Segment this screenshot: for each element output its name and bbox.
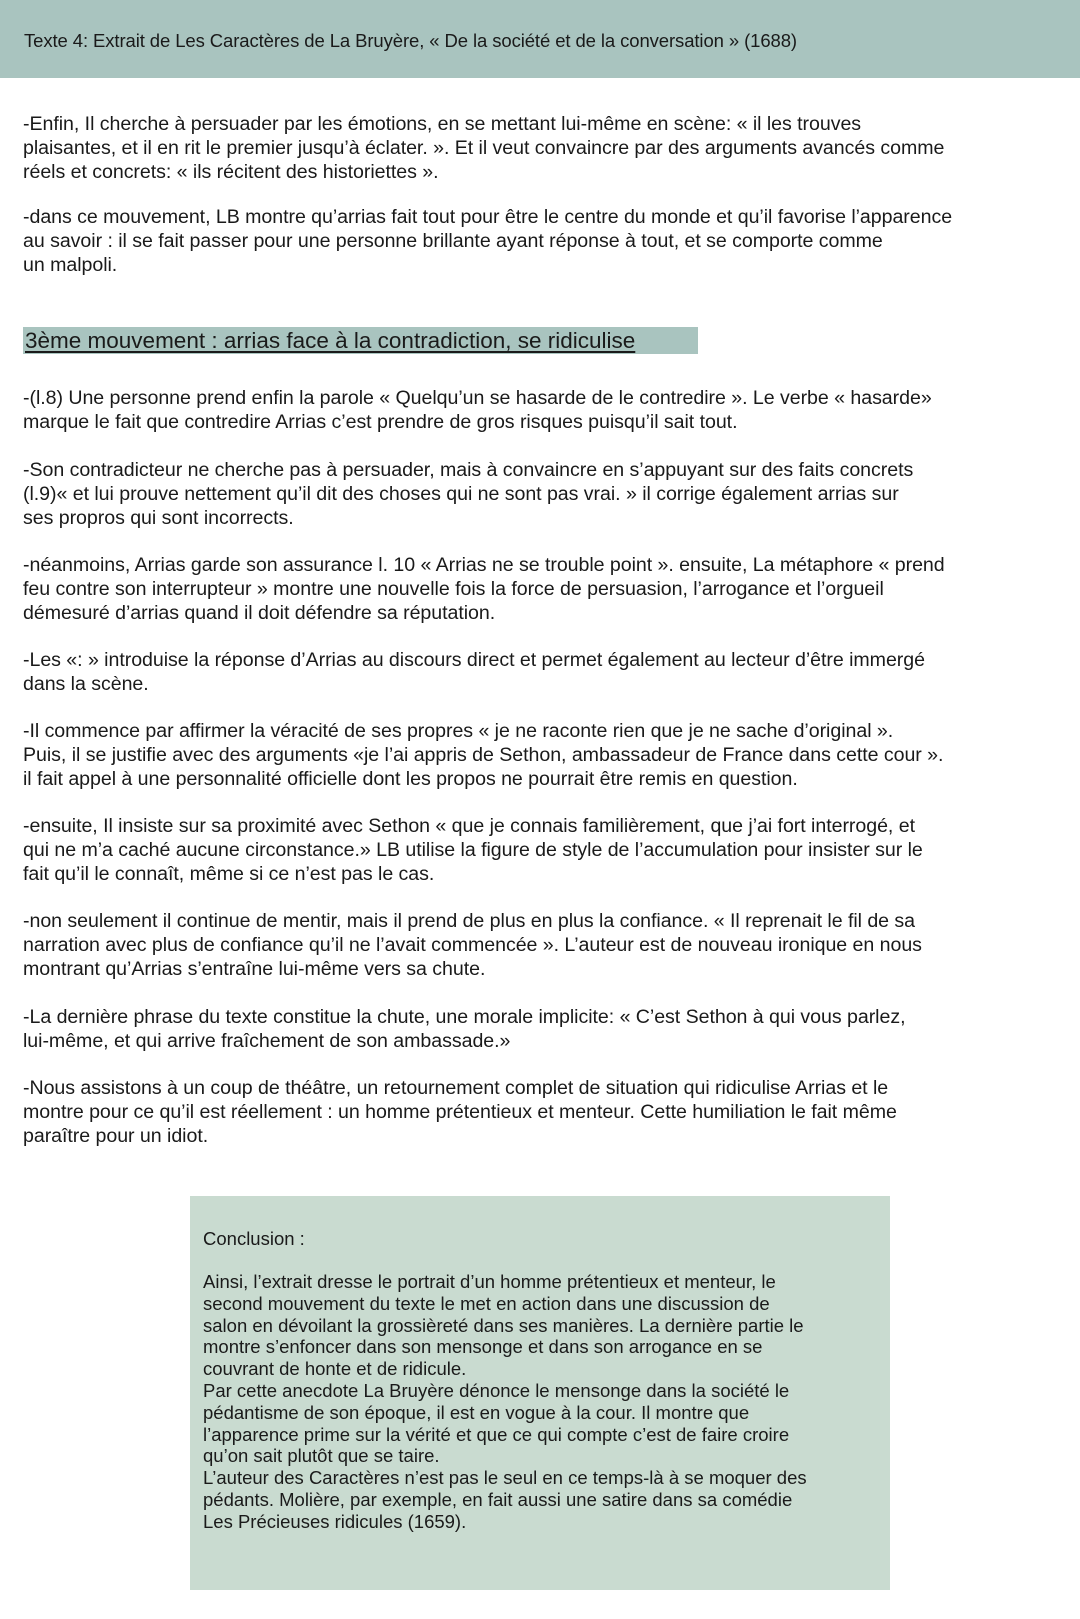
- conclusion-box: [190, 1196, 890, 1590]
- text-line: ses propros qui sont incorrects.: [23, 507, 294, 529]
- paragraph: [23, 648, 925, 696]
- paragraph: [23, 205, 952, 277]
- text-line: Par cette anecdote La Bruyère dénonce le mensonge dans la société le: [203, 1379, 790, 1401]
- text-line: -Enfin, Il cherche à persuader par les émotions, en se mettant lui-même en scène: « il les trouves: [23, 113, 862, 135]
- text-line: Ainsi, l’extrait dresse le portrait d’un homme prétentieux et menteur, le: [203, 1271, 776, 1292]
- text-line: montre pour ce qu’il est réellement : un homme prétentieux et menteur. Cette humiliation le fait même: [23, 1101, 897, 1123]
- text-line: -Nous assistons à un coup de théâtre, un retournement complet de situation qui ridiculise Arrias et le: [23, 1077, 889, 1099]
- conclusion-title: Conclusion :: [203, 1228, 305, 1249]
- text-line: -La dernière phrase du texte constitue la chute, une morale implicite: « C’est Sethon à qui vous parlez,: [23, 1006, 906, 1028]
- text-line: Puis, il se justifie avec des arguments «je l’ai appris de Sethon, ambassadeur de France dans cette cour ».: [23, 744, 944, 766]
- paragraph: [23, 814, 923, 886]
- text-line: montre s’enfoncer dans son mensonge et dans son arrogance en se: [203, 1336, 763, 1358]
- text-line: il fait appel à une personnalité officielle dont les propos ne pourrait être remis en question.: [23, 768, 798, 790]
- paragraph: [23, 719, 943, 791]
- text-line: L’auteur des Caractères n’est pas le seul en ce temps-là à se moquer des: [203, 1467, 807, 1489]
- text-line: -dans ce mouvement, LB montre qu’arrias fait tout pour être le centre du monde et qu’il favorise l’apparence: [23, 206, 953, 228]
- text-line: pédants. Molière, par exemple, en fait aussi une satire dans sa comédie: [203, 1488, 793, 1510]
- text-line: un malpoli.: [23, 254, 118, 276]
- text-line: qui ne m’a caché aucune circonstance.» LB utilise la figure de style de l’accumulation pour insister sur le: [23, 839, 923, 861]
- text-line: narration avec plus de confiance qu’il ne l’avait commencée ». L’auteur est de nouveau ironique en nous: [23, 934, 922, 956]
- paragraph: [23, 909, 922, 981]
- text-line: -non seulement il continue de mentir, mais il prend de plus en plus la confiance. « Il reprenait le fil de sa: [23, 910, 916, 932]
- text-line: salon en dévoilant la grossièreté dans ses manières. La dernière partie le: [203, 1314, 804, 1336]
- paragraph: [23, 386, 932, 434]
- text-line: réels et concrets: « ils récitent des historiettes ».: [23, 161, 439, 183]
- text-line: plaisantes, et il en rit le premier jusqu’à éclater. ». Et il veut convaincre par des arguments avancés comme: [23, 137, 945, 159]
- text-line: pédantisme de son époque, il est en vogue à la cour. Il montre que: [203, 1401, 750, 1423]
- text-line: l’apparence prime sur la vérité et que ce qui compte c’est de faire croire: [203, 1423, 790, 1445]
- text-line: -Son contradicteur ne cherche pas à persuader, mais à convaincre en s’appuyant sur des faits concrets: [23, 459, 914, 481]
- text-line: -Il commence par affirmer la véracité de ses propres « je ne raconte rien que je ne sache d’original ».: [23, 720, 894, 742]
- text-line: couvrant de honte et de ridicule.: [203, 1358, 467, 1380]
- text-line: montrant qu’Arrias s’entraîne lui-même vers sa chute.: [23, 958, 486, 980]
- text-line: -Les «: » introduise la réponse d’Arrias au discours direct et permet également au lecteur d’être immergé: [23, 649, 925, 671]
- text-line: feu contre son interrupteur » montre une nouvelle fois la force de persuasion, l’arrogance et l’orgueil: [23, 578, 884, 600]
- text-line: -(l.8) Une personne prend enfin la parole « Quelqu’un se hasarde de le contredire ». Le verbe « hasarde»: [23, 387, 932, 409]
- paragraph: [23, 553, 945, 625]
- section-heading: 3ème mouvement : arrias face à la contradiction, se ridiculise: [25, 328, 636, 353]
- header-bar: [0, 0, 1080, 78]
- paragraph: [23, 1005, 905, 1053]
- text-line: second mouvement du texte le met en action dans une discussion de: [203, 1292, 770, 1314]
- text-line: -néanmoins, Arrias garde son assurance l. 10 « Arrias ne se trouble point ». ensuite, La métaphore « prend: [23, 554, 945, 576]
- text-line: marque le fait que contredire Arrias c’est prendre de gros risques puisqu’il sait tout.: [23, 411, 738, 433]
- paragraph: [23, 1076, 897, 1148]
- text-line: lui-même, et qui arrive fraîchement de son ambassade.»: [23, 1030, 511, 1052]
- text-line: fait qu’il le connaît, même si ce n’est pas le cas.: [23, 863, 435, 885]
- text-line: Les Précieuses ridicules (1659).: [203, 1510, 467, 1532]
- text-line: qu’on sait plutôt que se taire.: [203, 1445, 440, 1467]
- text-line: démesuré d’arrias quand il doit défendre sa réputation.: [23, 602, 496, 624]
- text-line: -ensuite, Il insiste sur sa proximité avec Sethon « que je connais familièrement, que j’ai fort interrogé, et: [23, 815, 915, 837]
- text-line: au savoir : il se fait passer pour une personne brillante ayant réponse à tout, et se comporte comme: [23, 230, 883, 252]
- text-line: paraître pour un idiot.: [23, 1125, 209, 1147]
- document-title: Texte 4: Extrait de Les Caractères de La Bruyère, « De la société et de la conversation » (1688): [24, 30, 797, 51]
- paragraph: [23, 112, 944, 184]
- conclusion-text: [203, 1271, 807, 1533]
- paragraph: [23, 458, 913, 530]
- text-line: dans la scène.: [23, 673, 149, 695]
- text-line: (l.9)« et lui prouve nettement qu’il dit des choses qui ne sont pas vrai. » il corrige également arrias sur: [23, 483, 899, 505]
